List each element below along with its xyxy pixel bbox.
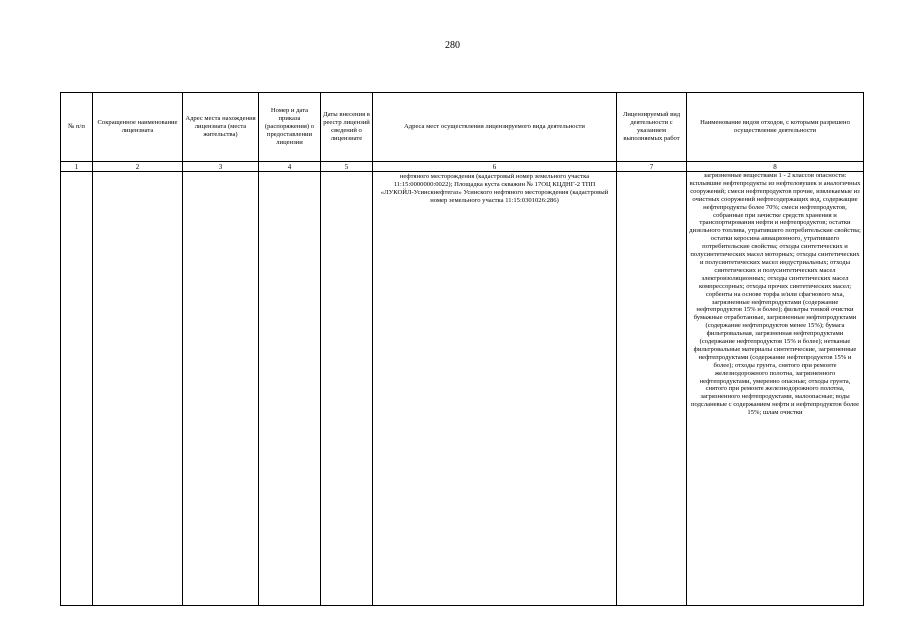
activity-type-cell <box>617 172 687 606</box>
licensee-name-cell <box>93 172 183 606</box>
license-registry-table <box>60 92 864 606</box>
waste-types-cell: загрязненные веществами 1 - 2 классов опасности: всплывшие нефтепродукты из нефтеловушек и аналогичных сооружений; смеси нефтепродуктов прочие, извлекаемые из очистных сооружений нефтесодержащих вод, содержащие нефтепродукты более 70%; смеси нефтепродуктов, собранные при зачистке средств хранения и транспортирования нефти и нефтепродуктов; остатки дизельного топлива, утратившего потребительские свойства; остатки керосина авиационного, утратившего потребительские свойства; отходы синтетических и полусинтетических масел моторных; отходы синтетических и полусинтетических масел индустриальных; отходы синтетических и полусинтетических масел электроизоляционных; отходы синтетических масел компрессорных; отходы прочих синтетических масел; сорбенты на основе торфа и/или сфагнового мха, загрязненные нефтепродуктами (содержание нефтепродуктов 15% и более); фильтры тонкой очистки бумажные отработанные, загрязненные нефтепродуктами (содержание нефтепродуктов менее 15%); бумага фильтровальная, загрязненная нефтепродуктами (содержание нефтепродуктов 15% и более); нетканые фильтровальные материалы синтетические, загрязненные нефтепродуктами (содержание нефтепродуктов 15% и более); отходы грунта, снятого при ремонте железнодорожного полотна, загрязненного нефтепродуктами, умеренно опасные; отходы грунта, снятого при ремонте железнодорожного полотна, загрязненного нефтепродуктами, малоопасные; воды подсланевые с содержанием нефти и нефтепродуктов более 15%; шлам очистки <box>687 172 864 606</box>
header-cell: Номер и дата приказа (распоряжения) о предоставлении лицензии <box>259 93 321 162</box>
header-row <box>61 93 864 162</box>
activity-addresses-cell: нефтяного месторождения (кадастровый номер земельного участка 11:15:0000000:0022); Площадка куста скважин № 17ОЦ КЦДНГ-2 ТПП «ЛУКОЙЛ-Усинскнефтегаз» Усинского нефтяного месторождения (кадастровый номер земельного участка 11:15:0301026:286) <box>373 172 617 606</box>
licensee-address-cell <box>183 172 259 606</box>
column-number: 5 <box>321 162 373 172</box>
registry-date-cell <box>321 172 373 606</box>
column-number-row <box>61 162 864 172</box>
column-number: 3 <box>183 162 259 172</box>
header-cell: Сокращенное наименование лицензиата <box>93 93 183 162</box>
page-number: 280 <box>445 40 460 51</box>
header-cell: Лицензируемый вид деятельности с указанием выполняемых работ <box>617 93 687 162</box>
row-number-cell <box>61 172 93 606</box>
table-row <box>61 172 864 606</box>
column-number: 6 <box>373 162 617 172</box>
column-number: 4 <box>259 162 321 172</box>
order-cell <box>259 172 321 606</box>
header-cell: Адреса мест осуществления лицензируемого вида деятельности <box>373 93 617 162</box>
column-number: 8 <box>687 162 864 172</box>
header-cell: Даты внесения в реестр лицензий сведений о лицензиате <box>321 93 373 162</box>
column-number: 1 <box>61 162 93 172</box>
header-cell: № п/п <box>61 93 93 162</box>
column-number: 2 <box>93 162 183 172</box>
column-number: 7 <box>617 162 687 172</box>
header-cell: Адрес места нахождения лицензиата (места жительства) <box>183 93 259 162</box>
header-cell: Наименование видов отходов, с которыми разрешено осуществление деятельности <box>687 93 864 162</box>
